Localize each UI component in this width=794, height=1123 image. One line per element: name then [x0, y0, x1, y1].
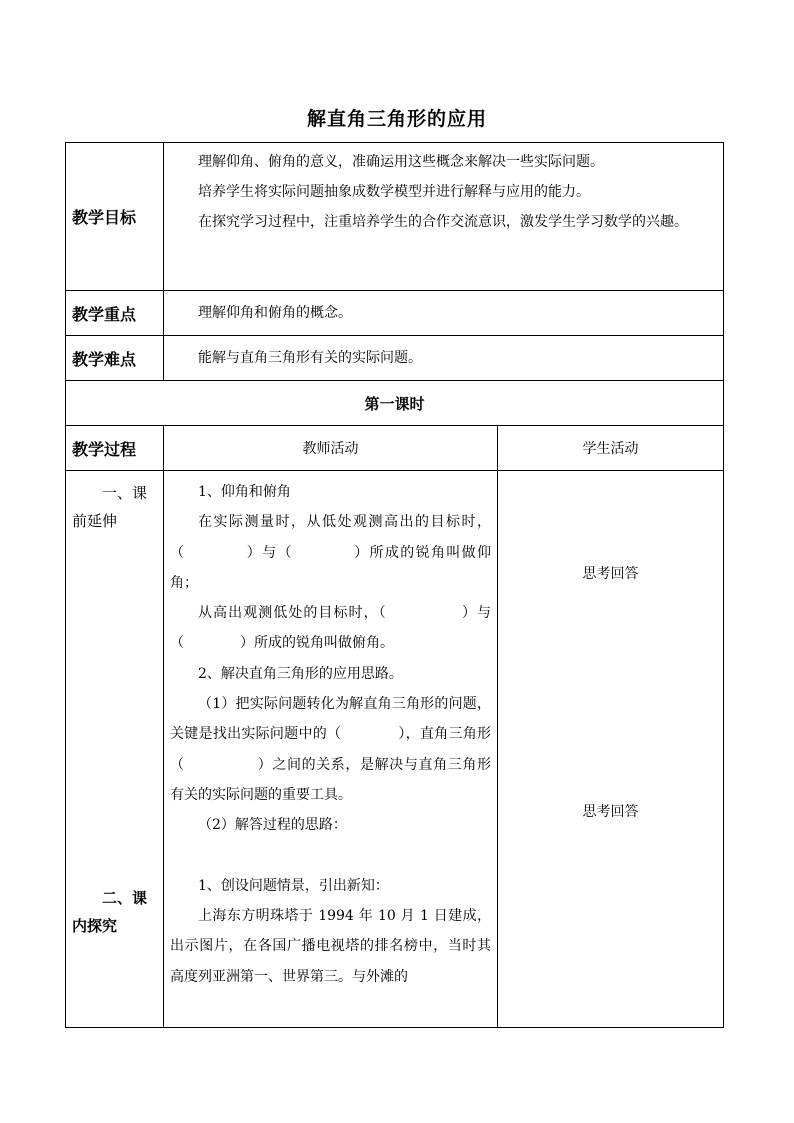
teacher-line: （2）解答过程的思路：: [198, 817, 347, 834]
difficulties-label: 教学难点: [66, 336, 164, 381]
lesson-title: 第一课时: [66, 381, 724, 426]
process-row: [66, 471, 724, 1028]
objectives-row: [66, 143, 724, 291]
difficulties-text: 能解与直角三角形有关的实际问题。: [198, 350, 422, 366]
key-points-row: [66, 291, 724, 336]
student-activity-content: [498, 471, 724, 1028]
stage-pre-class: 一、课前延伸: [72, 484, 148, 530]
process-label: 教学过程: [66, 426, 164, 471]
key-points-text: 理解仰角和俯角的概念。: [198, 305, 352, 321]
key-points-label: 教学重点: [66, 291, 164, 336]
page-title: 解直角三角形的应用: [306, 108, 487, 130]
teacher-line: （1）把实际问题转化为解直角三角形的问题，关键是找出实际问题中的（ ），直角三角形（ ）之间的关系，是解决与直角三角形有关的实际问题的重要工具。: [170, 696, 491, 803]
teacher-line: 上海东方明珠塔于 1994 年 10 月 1 日建成，出示图片，在各国广播电视塔的排名榜中，当时其高度列亚洲第一、世界第三。与外滩的: [170, 908, 491, 985]
stage-in-class: 二、课内探究: [72, 889, 148, 935]
process-header-row: [66, 426, 724, 471]
objectives-label: 教学目标: [66, 143, 164, 291]
student-response: 思考回答: [582, 566, 639, 582]
teacher-line: 1、仰角和俯角: [198, 484, 291, 500]
difficulties-row: [66, 336, 724, 381]
student-response: 思考回答: [582, 804, 639, 820]
teacher-line-blank: [170, 841, 491, 871]
teacher-line: 从高出观测低处的目标时，（ ）与（ ）所成的锐角叫做俯角。: [170, 605, 491, 652]
student-activity-header: 学生活动: [498, 426, 724, 471]
objective-line: 在探究学习过程中，注重培养学生的合作交流意识，激发学生学习数学的兴趣。: [198, 214, 688, 230]
teacher-activity-header: 教师活动: [164, 426, 498, 471]
teacher-activity-content: [164, 471, 498, 1028]
teacher-line: 1、创设问题情景，引出新知：: [198, 877, 389, 894]
objectives-content: [164, 143, 724, 291]
teacher-line: 在实际测量时，从低处观测高出的目标时，（ ）与（ ）所成的锐角叫做仰角；: [170, 514, 491, 591]
lesson-row: [66, 381, 724, 426]
objective-line: 培养学生将实际问题抽象成数学模型并进行解释与应用的能力。: [198, 184, 590, 200]
objective-line: 理解仰角、俯角的意义，准确运用这些概念来解决一些实际问题。: [198, 154, 604, 170]
stage-column: [66, 471, 164, 1028]
teacher-line: 2、解决直角三角形的应用思路。: [198, 665, 403, 682]
lesson-plan-table: [65, 142, 724, 1028]
